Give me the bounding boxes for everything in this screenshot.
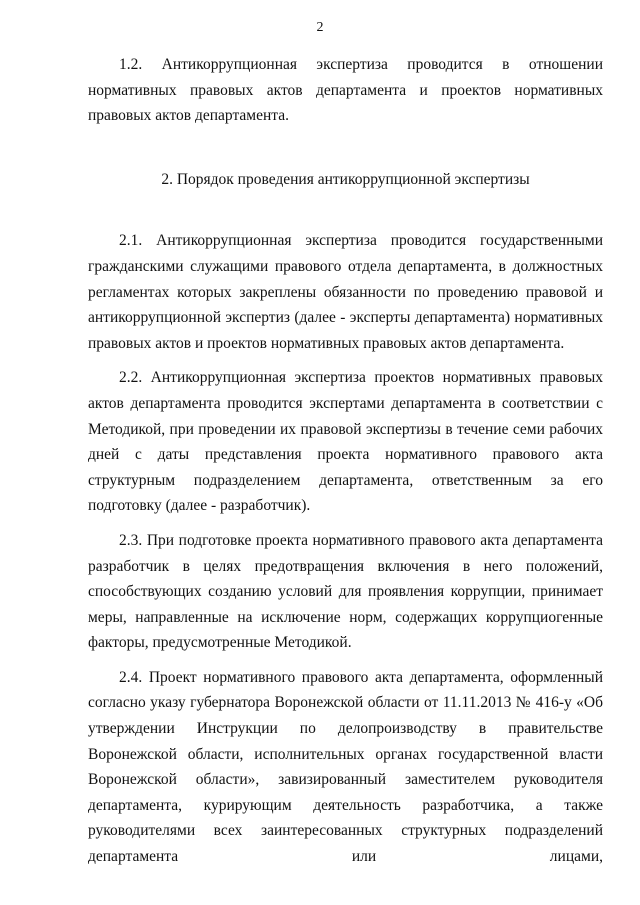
paragraph-1-2: 1.2. Антикоррупционная экспертиза проводится в отношении нормативных правовых актов департамента и проектов нормативных правовых актов департамента.: [88, 56, 603, 125]
section-heading: 2. Порядок проведения антикоррупционной экспертизы: [161, 170, 530, 188]
paragraph-2-4: 2.4. Проект нормативного правового акта департамента, оформленный согласно указу губернатора Воронежской области от 11.11.2013 № 416-у «Об утверждении Инструкции по делопроизводству в правительстве Воронежской области, исполнительных органах государственной власти Воронежской области», завизированный заместителем руководителя департамента, курирующим деятельность разработчика, а также руководителями всех заинтересованных структурных подразделений департамента или лицами,: [88, 668, 603, 866]
document-body: [88, 52, 603, 870]
paragraph-2-1: 2.1. Антикоррупционная экспертиза проводится государственными гражданскими служащими правового отдела департамента, в должностных регламентах которых закреплены обязанности по проведению правовой и антикоррупционной экспертиз (далее - эксперты департамента) нормативных правовых актов и проектов нормативных правовых актов департамента.: [88, 232, 603, 352]
paragraph-2-2: 2.2. Антикоррупционная экспертиза проектов нормативных правовых актов департамента проводится экспертами департамента в соответствии с Методикой, при проведении их правовой экспертизы в течение семи рабочих дней с даты представления проекта нормативного правового акта структурным подразделением департамента, ответственным за его подготовку (далее - разработчик).: [88, 369, 603, 515]
paragraph-2-3: 2.3. При подготовке проекта нормативного правового акта департамента разработчик в целях предотвращения включения в него положений, способствующих созданию условий для проявления коррупции, принимает меры, направленные на исключение норм, содержащих коррупциогенные факторы, предусмотренные Методикой.: [88, 531, 603, 652]
page-number: 2: [316, 20, 324, 35]
